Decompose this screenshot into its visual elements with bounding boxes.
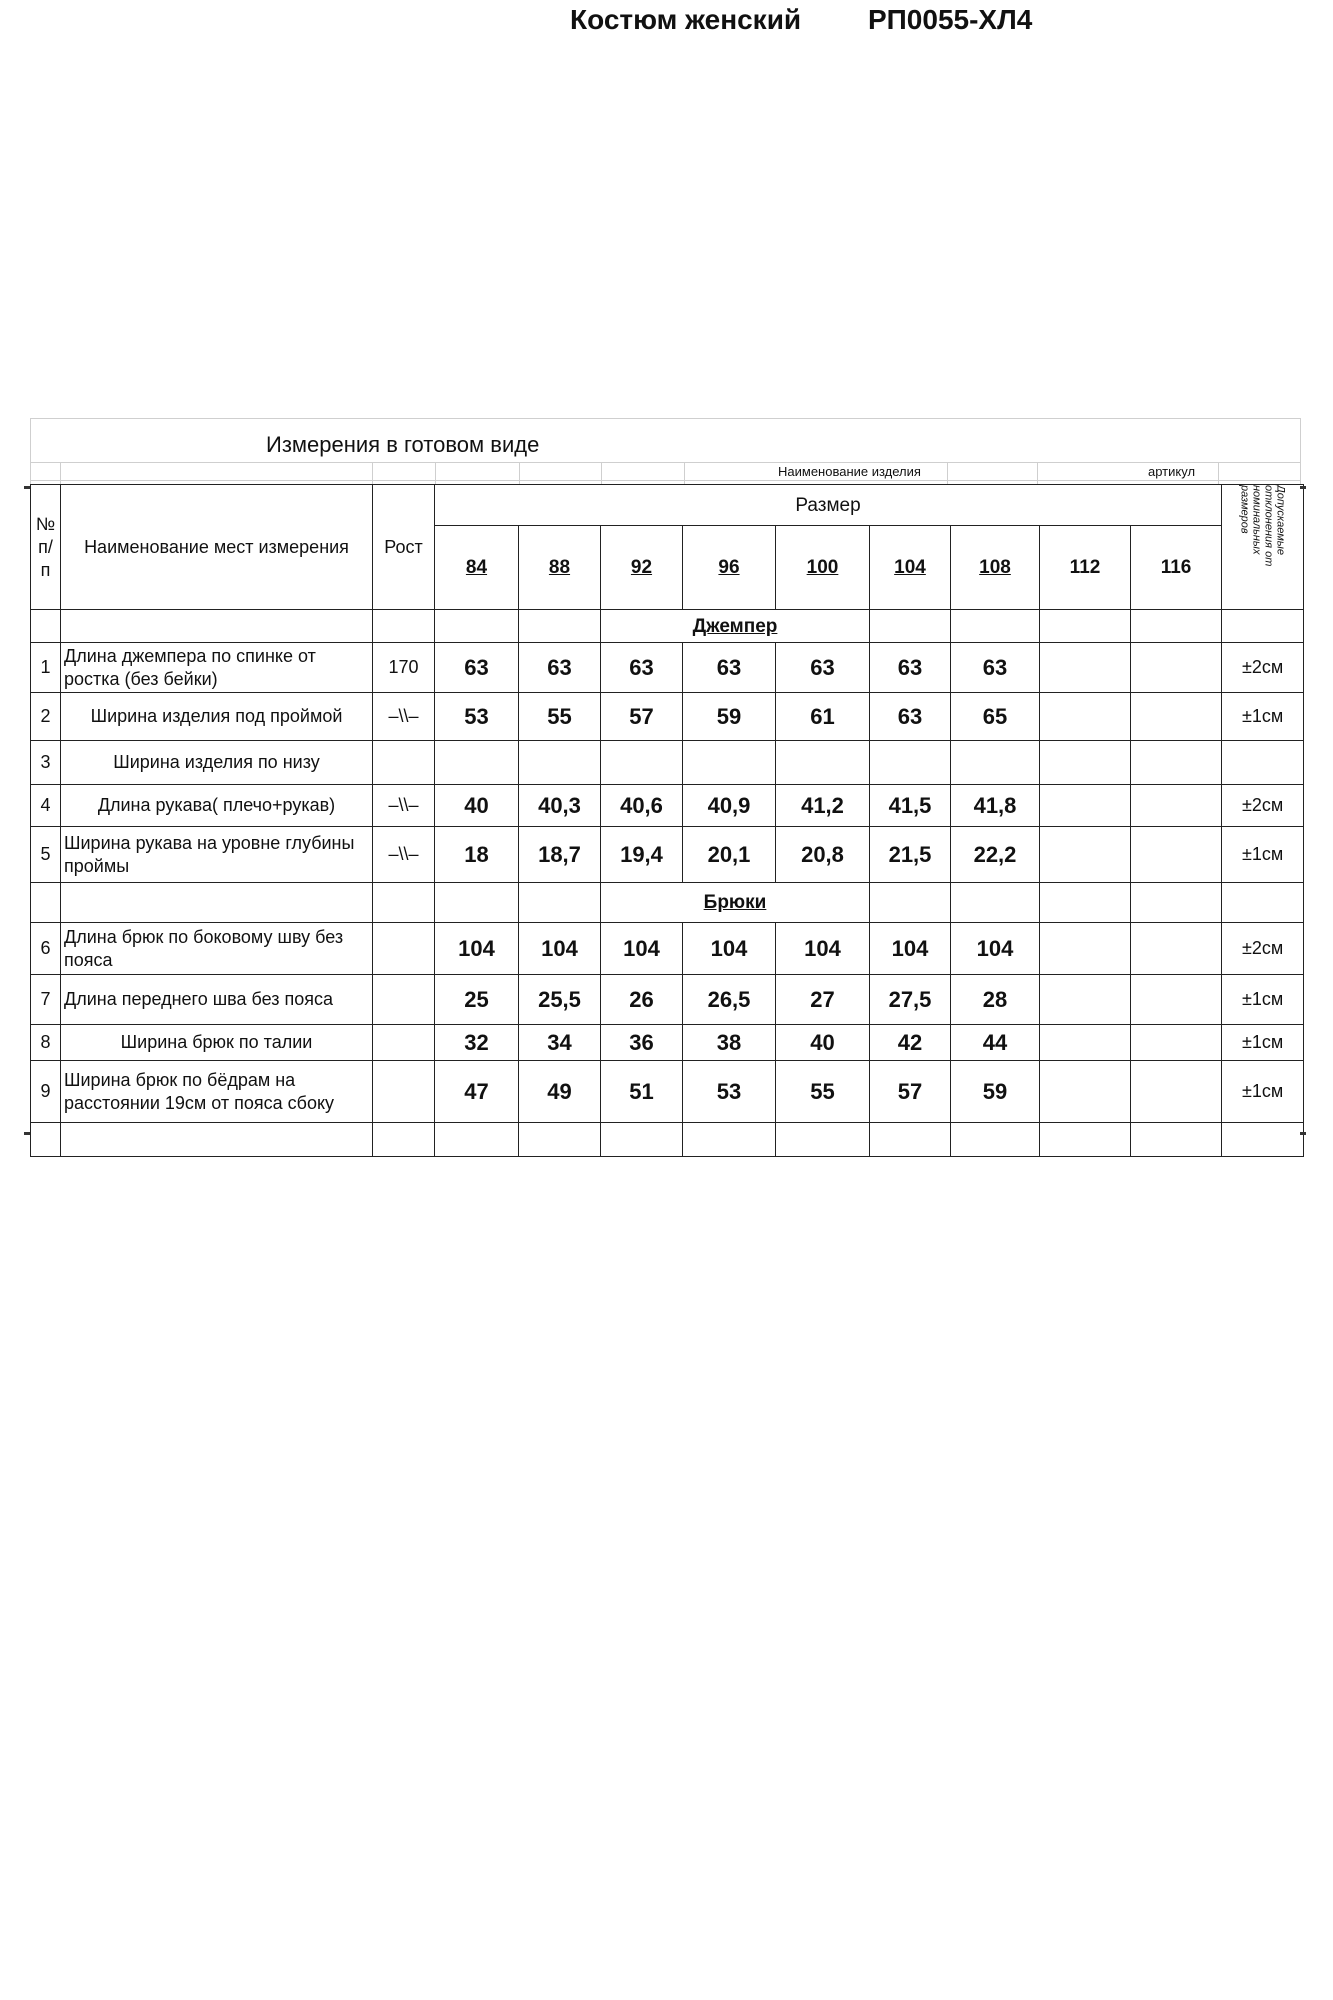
empty-cell [61, 610, 373, 643]
size-label: 116 [1160, 557, 1192, 579]
size-label: 96 [718, 557, 740, 579]
row-number: 6 [31, 923, 61, 975]
section-row-jumper [31, 610, 1304, 643]
empty-cell [1222, 1123, 1304, 1157]
size-value: 104 [519, 923, 601, 975]
size-value: 36 [601, 1025, 683, 1061]
measurement-name: Ширина изделия под проймой [61, 693, 373, 741]
size-value: 25 [435, 975, 519, 1025]
size-value: 63 [519, 643, 601, 693]
product-title: Костюм женский [570, 4, 802, 35]
size-label: 100 [806, 557, 839, 579]
height-value: –\\– [373, 827, 435, 883]
tolerance-value: ±1см [1222, 1061, 1304, 1123]
size-value: 20,1 [683, 827, 776, 883]
tolerance-value: ±2см [1222, 643, 1304, 693]
size-value: 59 [683, 693, 776, 741]
empty-cell [1131, 883, 1222, 923]
size-header [870, 526, 951, 610]
measurement-name: Длина рукава( плечо+рукав) [61, 785, 373, 827]
size-value: 41,5 [870, 785, 951, 827]
size-value: 55 [776, 1061, 870, 1123]
article-title: РП0055-ХЛ4 [868, 4, 1033, 35]
empty-cell [870, 883, 951, 923]
height-value [373, 923, 435, 975]
empty-cell [1040, 883, 1131, 923]
section-trousers-label: Брюки [703, 892, 767, 913]
size-value [601, 741, 683, 785]
size-value [1131, 643, 1222, 693]
size-header [683, 526, 776, 610]
empty-cell [519, 883, 601, 923]
size-value: 18 [435, 827, 519, 883]
section-title [601, 610, 870, 643]
size-value: 49 [519, 1061, 601, 1123]
empty-cell [435, 883, 519, 923]
section-title [601, 883, 870, 923]
size-value [1040, 975, 1131, 1025]
size-value [1040, 785, 1131, 827]
size-value [1040, 693, 1131, 741]
empty-cell [31, 610, 61, 643]
table-row [31, 1025, 1304, 1061]
size-value: 61 [776, 693, 870, 741]
empty-cell [519, 610, 601, 643]
table-row [31, 923, 1304, 975]
size-value: 40,9 [683, 785, 776, 827]
size-header [776, 526, 870, 610]
tolerance-value: ±1см [1222, 1025, 1304, 1061]
empty-row [31, 1123, 1304, 1157]
size-value: 26,5 [683, 975, 776, 1025]
size-value [1040, 1025, 1131, 1061]
size-value: 63 [870, 693, 951, 741]
size-value: 63 [870, 643, 951, 693]
tolerance-header [1222, 485, 1304, 610]
size-value [1131, 923, 1222, 975]
size-value: 22,2 [951, 827, 1040, 883]
table-row [31, 975, 1304, 1025]
tolerance-value: ±1см [1222, 693, 1304, 741]
title-row [30, 422, 1300, 462]
size-value [1040, 923, 1131, 975]
size-value: 41,8 [951, 785, 1040, 827]
height-value: 170 [373, 643, 435, 693]
size-value: 104 [776, 923, 870, 975]
size-value: 32 [435, 1025, 519, 1061]
size-value [870, 741, 951, 785]
tolerance-value: ±2см [1222, 785, 1304, 827]
size-value [1131, 693, 1222, 741]
empty-cell [951, 883, 1040, 923]
measurement-name: Длина брюк по боковому шву без пояса [61, 923, 373, 975]
size-value: 21,5 [870, 827, 951, 883]
row-number: 8 [31, 1025, 61, 1061]
size-value: 40 [776, 1025, 870, 1061]
size-header [435, 526, 519, 610]
measurement-name: Ширина рукава на уровне глубины проймы [61, 827, 373, 883]
size-value: 27,5 [870, 975, 951, 1025]
section-row-trousers [31, 883, 1304, 923]
border-tick [1300, 1132, 1306, 1135]
table-row [31, 827, 1304, 883]
size-value [776, 741, 870, 785]
index-header: № п/ п [31, 485, 61, 610]
empty-cell [373, 610, 435, 643]
height-value [373, 975, 435, 1025]
size-value [1131, 827, 1222, 883]
size-value: 63 [776, 643, 870, 693]
table-row [31, 785, 1304, 827]
size-value: 65 [951, 693, 1040, 741]
size-header [519, 526, 601, 610]
article-caption: артикул [1148, 464, 1196, 479]
table-row [31, 1061, 1304, 1123]
height-value [373, 1061, 435, 1123]
empty-cell [951, 610, 1040, 643]
size-value [1040, 643, 1131, 693]
size-value: 57 [601, 693, 683, 741]
size-value: 40 [435, 785, 519, 827]
size-value [1131, 741, 1222, 785]
empty-cell [31, 883, 61, 923]
size-value [1131, 1025, 1222, 1061]
subtitle-row [30, 462, 1300, 484]
size-value [519, 741, 601, 785]
size-value: 63 [435, 643, 519, 693]
height-header: Рост [373, 485, 435, 610]
empty-cell [951, 1123, 1040, 1157]
size-label: 104 [894, 557, 926, 579]
size-value: 40,6 [601, 785, 683, 827]
empty-cell [601, 1123, 683, 1157]
empty-cell [1040, 1123, 1131, 1157]
size-header [601, 526, 683, 610]
height-value [373, 741, 435, 785]
size-value [683, 741, 776, 785]
border-tick [24, 486, 30, 489]
size-value: 55 [519, 693, 601, 741]
size-value: 19,4 [601, 827, 683, 883]
empty-cell [776, 1123, 870, 1157]
empty-cell [1222, 610, 1304, 643]
size-value: 38 [683, 1025, 776, 1061]
size-label: 108 [979, 557, 1011, 579]
size-value: 28 [951, 975, 1040, 1025]
table-row [31, 741, 1304, 785]
size-header [951, 526, 1040, 610]
row-number: 9 [31, 1061, 61, 1123]
empty-cell [373, 883, 435, 923]
tolerance-value [1222, 741, 1304, 785]
measurements-label: Измерения в готовом виде [266, 432, 540, 457]
empty-cell [31, 1123, 61, 1157]
header-row-1 [31, 485, 1304, 526]
size-value: 63 [951, 643, 1040, 693]
height-value: –\\– [373, 693, 435, 741]
row-number: 1 [31, 643, 61, 693]
size-value: 51 [601, 1061, 683, 1123]
size-value: 42 [870, 1025, 951, 1061]
size-value: 26 [601, 975, 683, 1025]
size-value [1131, 785, 1222, 827]
measurement-name: Длина переднего шва без пояса [61, 975, 373, 1025]
row-number: 7 [31, 975, 61, 1025]
size-value: 63 [683, 643, 776, 693]
empty-cell [435, 610, 519, 643]
size-value [1040, 827, 1131, 883]
empty-cell [870, 610, 951, 643]
size-value: 20,8 [776, 827, 870, 883]
measurement-table [30, 484, 1304, 1157]
height-value [373, 1025, 435, 1061]
size-value [1040, 741, 1131, 785]
size-header [1131, 526, 1222, 610]
tolerance-value: ±1см [1222, 827, 1304, 883]
tolerance-value: ±1см [1222, 975, 1304, 1025]
size-value: 57 [870, 1061, 951, 1123]
measurement-name: Длина джемпера по спинке от ростка (без бейки) [61, 643, 373, 693]
empty-cell [1222, 883, 1304, 923]
size-value: 104 [870, 923, 951, 975]
height-value: –\\– [373, 785, 435, 827]
table-row [31, 693, 1304, 741]
size-value: 53 [683, 1061, 776, 1123]
empty-cell [870, 1123, 951, 1157]
size-header [1040, 526, 1131, 610]
size-value: 104 [601, 923, 683, 975]
size-group-header: Размер [435, 485, 1222, 526]
empty-cell [435, 1123, 519, 1157]
measurement-name: Ширина изделия по низу [61, 741, 373, 785]
size-value [1131, 1061, 1222, 1123]
empty-cell [519, 1123, 601, 1157]
row-number: 5 [31, 827, 61, 883]
size-value: 53 [435, 693, 519, 741]
size-value: 34 [519, 1025, 601, 1061]
size-value [435, 741, 519, 785]
grid-line [1300, 418, 1301, 484]
size-value: 63 [601, 643, 683, 693]
row-number: 3 [31, 741, 61, 785]
border-tick [1300, 486, 1306, 489]
size-value [951, 741, 1040, 785]
empty-cell [1040, 610, 1131, 643]
size-value: 59 [951, 1061, 1040, 1123]
empty-cell [1131, 610, 1222, 643]
tolerance-value: ±2см [1222, 923, 1304, 975]
border-tick [24, 1132, 30, 1135]
size-value: 27 [776, 975, 870, 1025]
empty-cell [61, 1123, 373, 1157]
table-row [31, 643, 1304, 693]
measurement-name: Ширина брюк по талии [61, 1025, 373, 1061]
product-caption: Наименование изделия [778, 464, 921, 479]
size-value: 18,7 [519, 827, 601, 883]
section-jumper-label: Джемпер [692, 615, 778, 637]
size-value: 104 [951, 923, 1040, 975]
row-number: 4 [31, 785, 61, 827]
size-value: 104 [683, 923, 776, 975]
empty-cell [373, 1123, 435, 1157]
size-value: 25,5 [519, 975, 601, 1025]
size-value: 104 [435, 923, 519, 975]
tolerance-header-text: Допускаемые отклонения от номинальных размеров [1238, 485, 1287, 567]
size-value: 44 [951, 1025, 1040, 1061]
size-value [1131, 975, 1222, 1025]
size-label: 112 [1069, 557, 1101, 579]
size-label: 92 [630, 557, 653, 579]
place-header: Наименование мест измерения [61, 485, 373, 610]
grid-line [30, 418, 1300, 419]
size-label: 84 [465, 557, 488, 579]
empty-cell [683, 1123, 776, 1157]
size-value: 41,2 [776, 785, 870, 827]
empty-cell [61, 883, 373, 923]
empty-cell [1131, 1123, 1222, 1157]
size-value: 47 [435, 1061, 519, 1123]
size-value [1040, 1061, 1131, 1123]
measurement-name: Ширина брюк по бёдрам на расстоянии 19см от пояса сбоку [61, 1061, 373, 1123]
size-value: 40,3 [519, 785, 601, 827]
size-label: 88 [548, 557, 571, 579]
row-number: 2 [31, 693, 61, 741]
